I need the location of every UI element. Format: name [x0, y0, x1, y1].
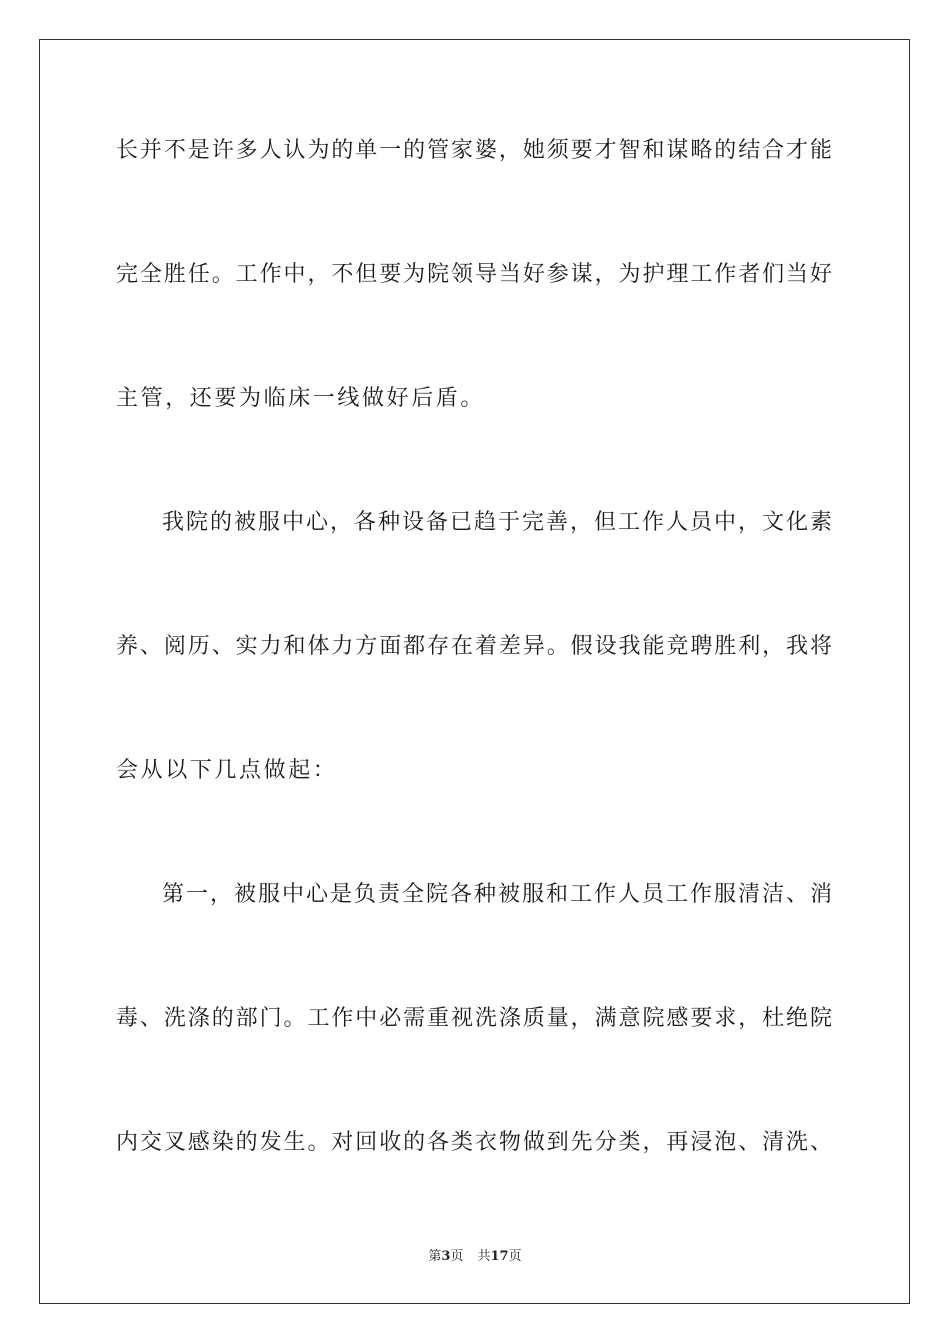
paragraph-line: 养、阅历、实力和体力方面都存在着差异。假设我能竞聘胜利，我将	[116, 634, 832, 659]
page-footer	[0, 1248, 950, 1266]
paragraph-line: 内交叉感染的发生。对回收的各类衣物做到先分类，再浸泡、清洗、	[116, 1130, 832, 1155]
paragraph-line: 会从以下几点做起：	[116, 758, 338, 783]
page-prefix: 第	[428, 1249, 442, 1264]
page-border	[39, 39, 910, 1304]
total-prefix: 共	[477, 1249, 491, 1264]
paragraph-line: 我院的被服中心，各种设备已趋于完善，但工作人员中，文化素	[162, 510, 832, 535]
page-number: 3	[441, 1249, 451, 1264]
paragraph-line: 主管，还要为临床一线做好后盾。	[116, 386, 486, 411]
total-suffix: 页	[508, 1249, 522, 1264]
paragraph-line: 毒、洗涤的部门。工作中必需重视洗涤质量，满意院感要求，杜绝院	[116, 1006, 832, 1031]
paragraph-line: 完全胜任。工作中，不但要为院领导当好参谋，为护理工作者们当好	[116, 262, 832, 287]
paragraph-line: 长并不是许多人认为的单一的管家婆，她须要才智和谋略的结合才能	[116, 138, 832, 163]
total-pages: 17	[490, 1249, 509, 1264]
paragraph-line: 第一，被服中心是负责全院各种被服和工作人员工作服清洁、消	[162, 882, 832, 907]
page-suffix: 页	[450, 1249, 464, 1264]
